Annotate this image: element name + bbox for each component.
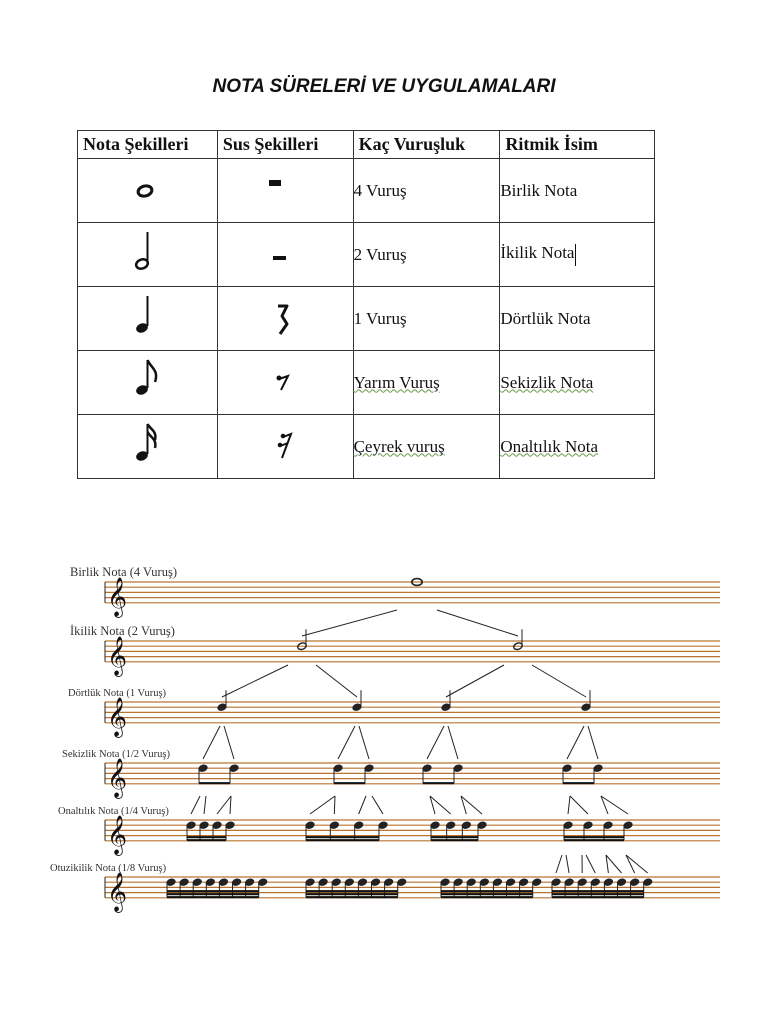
connector-line: [359, 796, 366, 814]
connector-line: [359, 726, 369, 759]
quarter-note-icon: [127, 290, 167, 340]
table-row: [78, 351, 655, 415]
beat-cell: 2 Vuruş: [353, 223, 500, 287]
whole-note-icon: [127, 167, 167, 207]
name-cell: Dörtlük Nota: [500, 287, 655, 351]
page-title: NOTA SÜRELERİ VE UYGULAMALARI: [212, 76, 556, 97]
connector-line: [316, 665, 357, 697]
rest-cell: [217, 415, 353, 479]
header-rhythmic-name: Ritmik İsim: [500, 131, 655, 159]
connector-line: [427, 726, 444, 759]
staff-label: Dörtlük Nota (1 Vuruş): [68, 688, 167, 699]
treble-clef-icon: 𝄞: [107, 757, 128, 798]
connector-line: [556, 855, 562, 873]
connector-line: [372, 796, 383, 814]
whole-rest-icon: [265, 167, 305, 207]
connector-line: [437, 610, 518, 636]
connector-line: [334, 796, 335, 814]
table-header-row: [78, 131, 655, 159]
rest-cell: [217, 159, 353, 223]
treble-clef-icon: 𝄞: [107, 576, 128, 617]
connector-line: [570, 796, 588, 814]
beat-cell: 4 Vuruş: [353, 159, 500, 223]
connector-line: [230, 796, 231, 814]
name-text: Sekizlik Nota: [500, 372, 594, 392]
beat-cell: 1 Vuruş: [353, 287, 500, 351]
half-rest-icon: [265, 226, 305, 276]
beat-text: Çeyrek vuruş: [353, 436, 445, 456]
connector-line: [626, 855, 635, 873]
header-rest-shapes: Sus Şekilleri: [217, 131, 353, 159]
connector-line: [217, 796, 231, 814]
table-row: [78, 159, 655, 223]
staff: [105, 636, 720, 677]
name-cell: [500, 223, 655, 287]
note-tree-diagram: [40, 555, 730, 925]
staff: [105, 758, 720, 799]
connector-line: [532, 665, 586, 697]
table-row: [78, 415, 655, 479]
eighth-note-icon: [127, 354, 167, 404]
sixteenth-note-icon: [127, 418, 167, 468]
eighth-rest-icon: [265, 354, 305, 404]
treble-clef-icon: 𝄞: [107, 871, 128, 912]
connector-line: [566, 855, 569, 873]
connector-line: [568, 796, 570, 814]
connector-line: [203, 726, 220, 759]
connector-line: [204, 796, 206, 814]
connector-line: [446, 665, 504, 697]
connector-line: [588, 726, 598, 759]
half-note-icon: [127, 226, 167, 276]
header-beat-count: Kaç Vuruşluk: [353, 131, 500, 159]
header-note-shapes: Nota Şekilleri: [78, 131, 218, 159]
connector-line: [224, 726, 234, 759]
text-cursor: [575, 244, 576, 266]
connector-line: [586, 855, 595, 873]
name-text: Onaltılık Nota: [500, 436, 599, 456]
name-text: İkilik Nota: [500, 243, 575, 263]
table-row: [78, 223, 655, 287]
name-cell: [500, 351, 655, 415]
staff-label: Sekizlik Nota (1/2 Vuruş): [62, 749, 170, 760]
connector-line: [222, 665, 288, 697]
name-cell: Birlik Nota: [500, 159, 655, 223]
treble-clef-icon: 𝄞: [107, 696, 128, 737]
connector-line: [601, 796, 628, 814]
staff-label: Otuzikilik Nota (1/8 Vuruş): [50, 863, 167, 874]
connector-line: [626, 855, 648, 873]
note-cell: [78, 159, 218, 223]
connector-line: [191, 796, 200, 814]
beat-cell: [353, 415, 500, 479]
beat-cell: [353, 351, 500, 415]
note-cell: [78, 351, 218, 415]
connector-line: [310, 796, 335, 814]
connector-line: [430, 796, 451, 814]
note-cell: [78, 223, 218, 287]
treble-clef-icon: 𝄞: [107, 635, 128, 676]
note-cell: [78, 415, 218, 479]
connector-line: [567, 726, 584, 759]
rest-cell: [217, 287, 353, 351]
rest-cell: [217, 223, 353, 287]
note-duration-table: [77, 130, 655, 479]
staff-label: Birlik Nota (4 Vuruş): [70, 565, 177, 579]
sixteenth-rest-icon: [265, 418, 305, 468]
table-row: [78, 287, 655, 351]
staff: [105, 815, 720, 856]
connector-line: [302, 610, 397, 636]
treble-clef-icon: 𝄞: [107, 814, 128, 855]
quarter-rest-icon: [265, 290, 305, 340]
name-cell: [500, 415, 655, 479]
note-cell: [78, 287, 218, 351]
connector-line: [448, 726, 458, 759]
staff-label: Onaltılık Nota (1/4 Vuruş): [58, 806, 169, 817]
staff-label: İkilik Nota (2 Vuruş): [70, 624, 175, 638]
staff: [105, 697, 720, 738]
beat-text: Yarım Vuruş: [353, 372, 440, 392]
rest-cell: [217, 351, 353, 415]
connector-line: [338, 726, 355, 759]
